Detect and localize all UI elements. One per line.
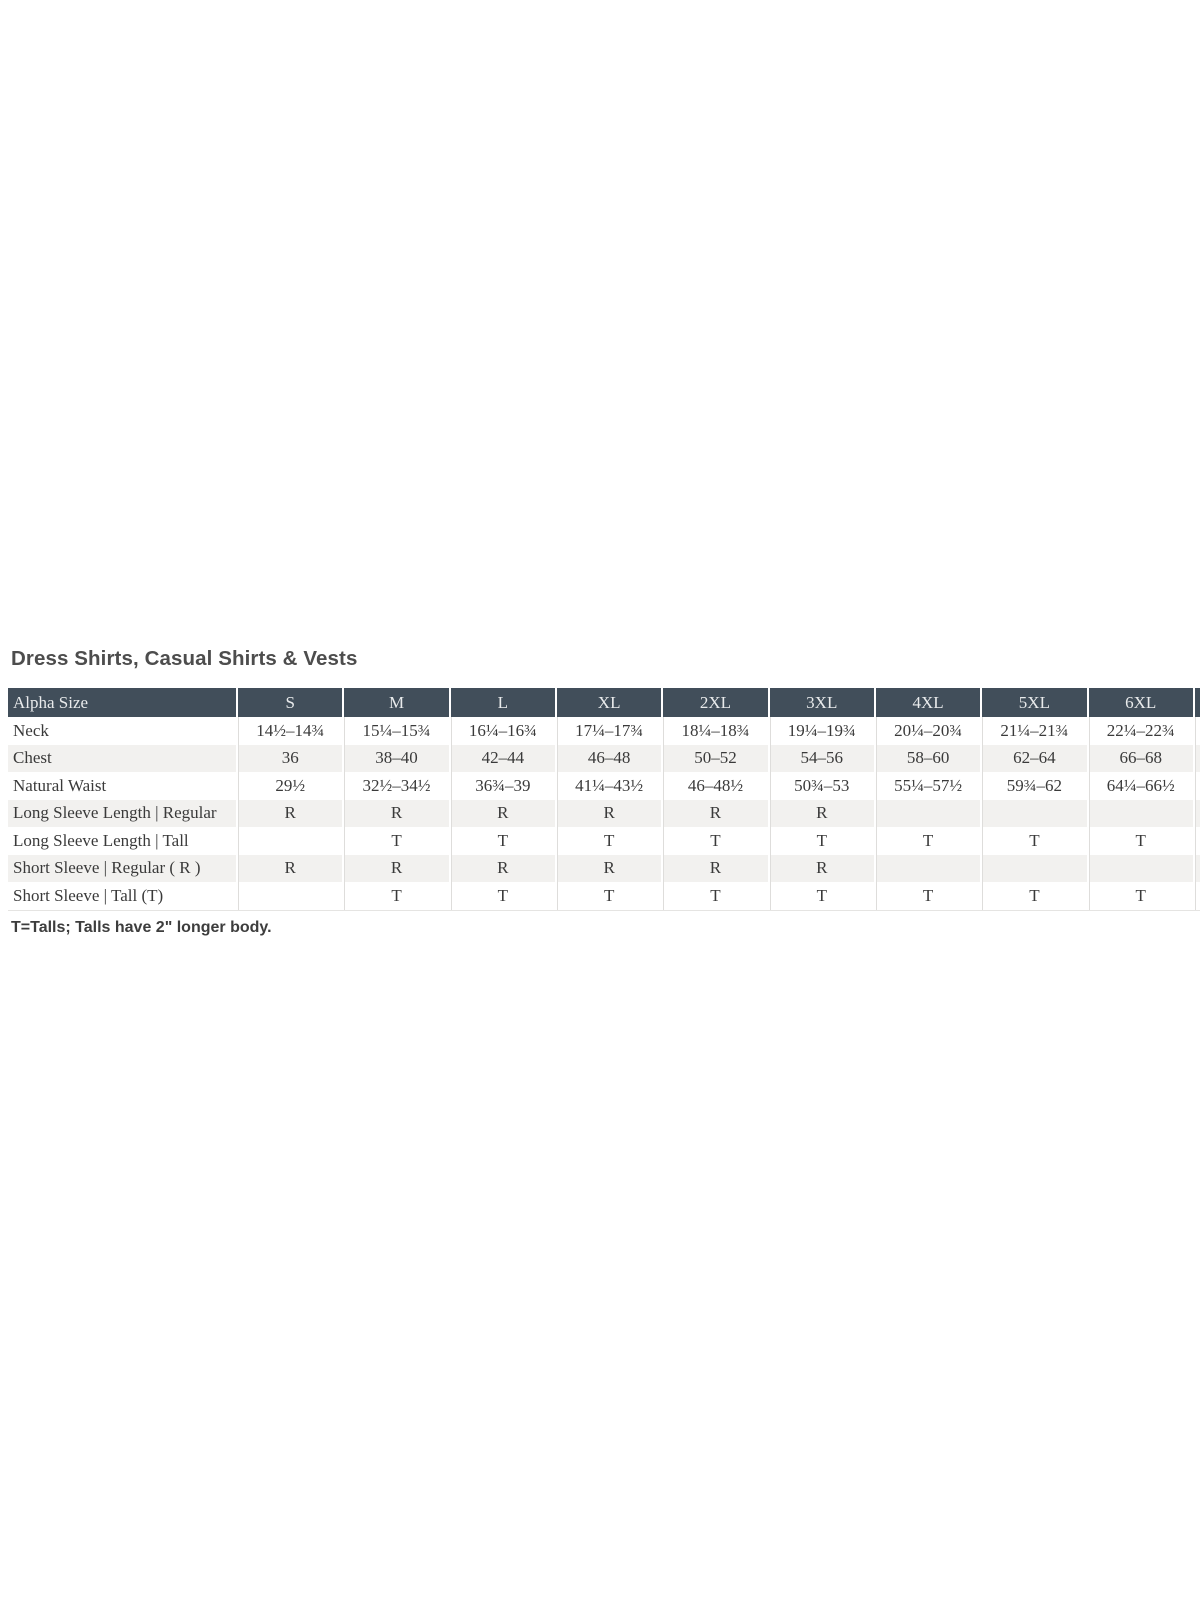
column-header-m: M [342,688,448,717]
cell: 29½ [236,772,342,800]
cell: R [449,800,555,828]
cell: 36¾–39 [449,772,555,800]
size-chart-table [8,688,1200,911]
cell: T [1087,882,1193,910]
cell: 55¼–57½ [874,772,980,800]
cutoff-cell [1193,827,1200,855]
cell: 16¼–16¾ [449,717,555,745]
cell: 38–40 [342,745,448,773]
column-header-6xl: 6XL [1087,688,1193,717]
cell [980,800,1086,828]
cell: R [768,800,874,828]
cell: R [661,855,767,883]
cell: 15¼–15¾ [342,717,448,745]
cell: 14½–14¾ [236,717,342,745]
column-header-alpha-size: Alpha Size [8,688,236,717]
cell: 58–60 [874,745,980,773]
cell: 36 [236,745,342,773]
cell: 62–64 [980,745,1086,773]
size-chart-table-wrap [8,688,1200,911]
row-label: Natural Waist [13,775,107,795]
cell [236,827,342,855]
cell: R [342,855,448,883]
cell: 50¾–53 [768,772,874,800]
cell: R [768,855,874,883]
cell: T [555,882,661,910]
table-row-natural-waist [8,772,1200,800]
row-label: Chest [13,748,52,768]
cell: 46–48½ [661,772,767,800]
cell: T [342,882,448,910]
column-header-l: L [449,688,555,717]
cutoff-cell [1193,800,1200,828]
cell: R [236,855,342,883]
cell: T [661,827,767,855]
row-label: Long Sleeve Length | Tall [13,830,189,850]
cell [874,855,980,883]
cell: 22¼–22¾ [1087,717,1193,745]
column-header-3xl: 3XL [768,688,874,717]
cell [236,882,342,910]
cell: R [236,800,342,828]
table-row-long-sleeve-length-tall [8,827,1200,855]
cell: T [342,827,448,855]
cell: T [980,827,1086,855]
table-row-short-sleeve-tall-t [8,882,1200,910]
cell: T [449,827,555,855]
cell [980,855,1086,883]
cell: T [1087,827,1193,855]
column-header-4xl: 4XL [874,688,980,717]
row-label: Short Sleeve | Regular ( R ) [13,858,201,878]
table-body [8,717,1200,910]
table-header [8,688,1200,717]
row-label: Long Sleeve Length | Regular [13,803,217,823]
cell: 54–56 [768,745,874,773]
cutoff-cell [1193,772,1200,800]
table-header-row [8,688,1200,717]
cutoff-cell [1193,855,1200,883]
cell: 32½–34½ [342,772,448,800]
cell: R [661,800,767,828]
cell: T [449,882,555,910]
cell: T [661,882,767,910]
cell: 18¼–18¾ [661,717,767,745]
cell [1087,800,1193,828]
table-row-short-sleeve-regular-r [8,855,1200,883]
row-label: Short Sleeve | Tall (T) [13,885,164,905]
cell: 17¼–17¾ [555,717,661,745]
cell: R [555,855,661,883]
cell: R [449,855,555,883]
cell: 42–44 [449,745,555,773]
cell: T [980,882,1086,910]
cell: T [874,882,980,910]
cell: T [555,827,661,855]
cutoff-cell [1193,717,1200,745]
cell: 20¼–20¾ [874,717,980,745]
cutoff-column-header [1193,688,1200,717]
table-row-neck [8,717,1200,745]
page-title: Dress Shirts, Casual Shirts & Vests [11,647,358,670]
cell: 46–48 [555,745,661,773]
table-row-long-sleeve-length-regular [8,800,1200,828]
cell: 41¼–43½ [555,772,661,800]
table-row-chest [8,745,1200,773]
cell: R [555,800,661,828]
cell [874,800,980,828]
column-header-xl: XL [555,688,661,717]
column-header-2xl: 2XL [661,688,767,717]
column-header-s: S [236,688,342,717]
cell: 66–68 [1087,745,1193,773]
cell: 50–52 [661,745,767,773]
cell: T [768,882,874,910]
footnote: T=Talls; Talls have 2" longer body. [11,918,272,936]
cutoff-cell [1193,745,1200,773]
cell: 21¼–21¾ [980,717,1086,745]
cell [1087,855,1193,883]
cell: 19¼–19¾ [768,717,874,745]
cell: T [874,827,980,855]
cell: T [768,827,874,855]
cutoff-cell [1193,882,1200,910]
cell: R [342,800,448,828]
cell: 64¼–66½ [1087,772,1193,800]
cell: 59¾–62 [980,772,1086,800]
column-header-5xl: 5XL [980,688,1086,717]
row-label: Neck [13,720,49,740]
